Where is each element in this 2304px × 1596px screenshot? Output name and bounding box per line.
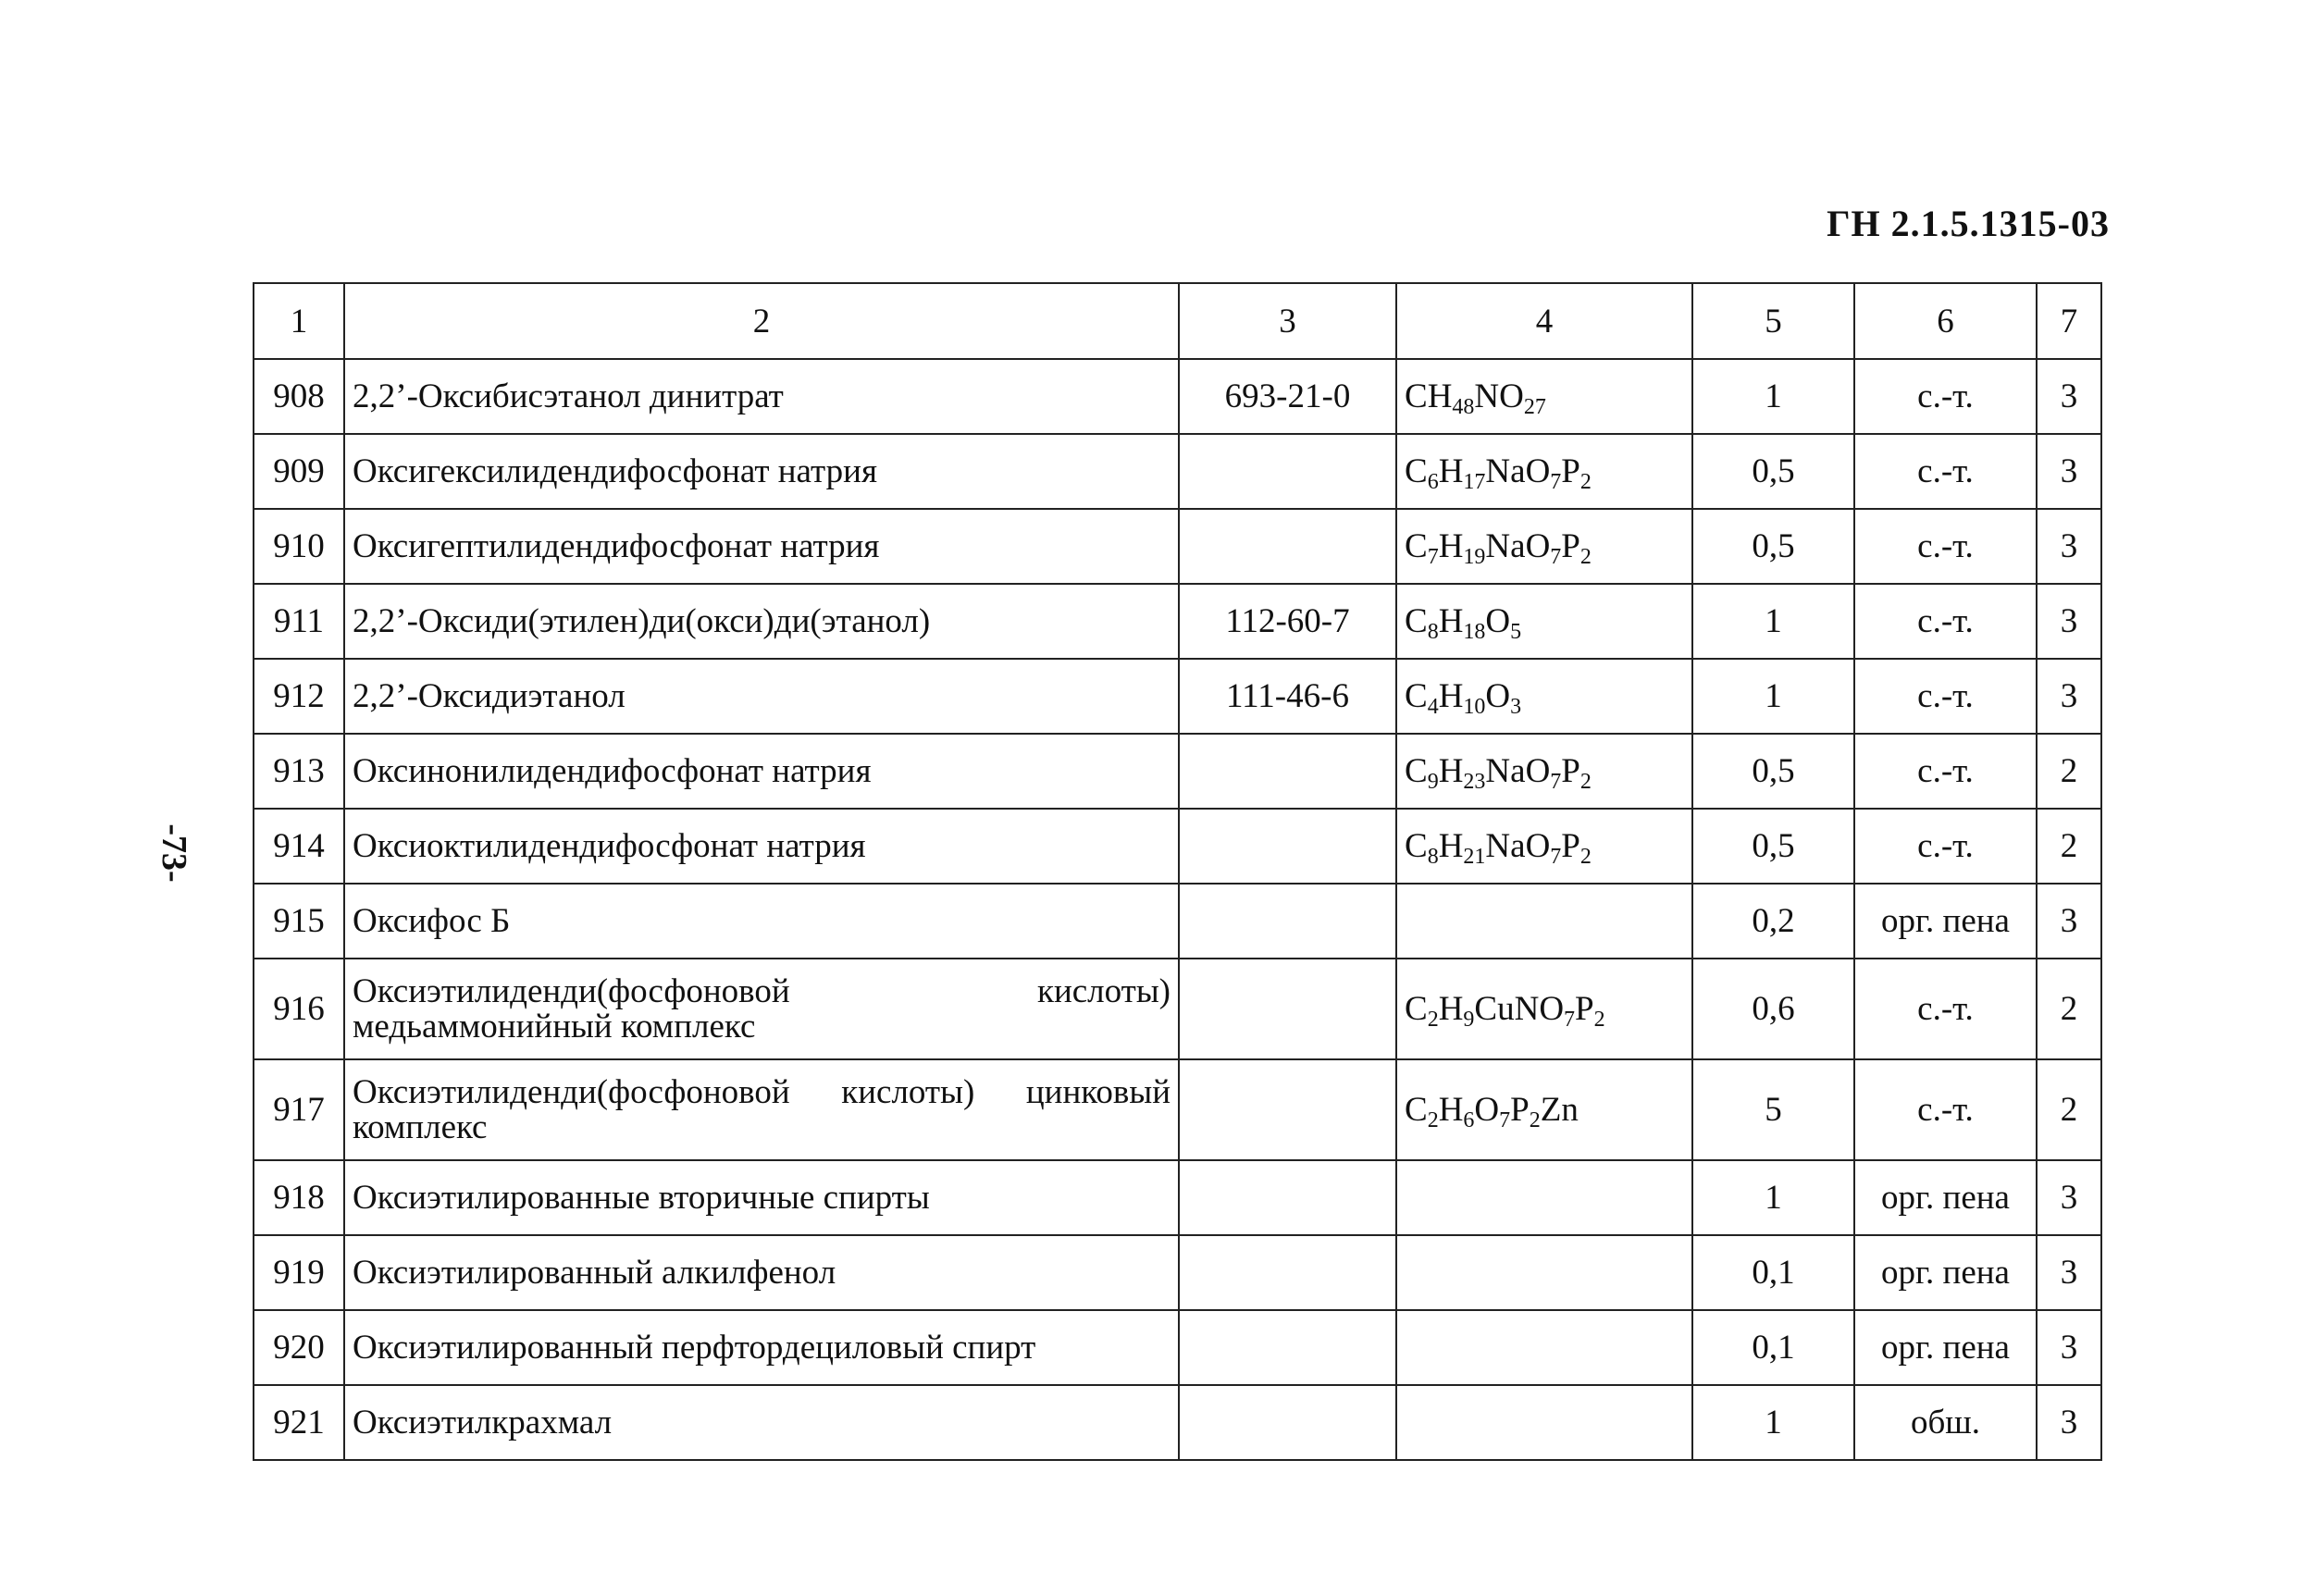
column-header: 1	[254, 283, 344, 359]
norm-value: 1	[1692, 584, 1854, 659]
hazard-class: 3	[2037, 1235, 2101, 1310]
hazard-sign: с.-т.	[1854, 734, 2037, 809]
formula-element: C	[1405, 377, 1428, 415]
table-row	[254, 659, 2101, 734]
formula-element: H	[1438, 677, 1464, 715]
formula-subscript: 2	[1529, 1108, 1541, 1132]
norm-value: 0,5	[1692, 809, 1854, 884]
cas-number	[1179, 1310, 1396, 1385]
row-number: 915	[254, 884, 344, 959]
column-header: 3	[1179, 283, 1396, 359]
formula-subscript: 2	[1579, 545, 1592, 569]
formula-element: H	[1438, 602, 1464, 640]
substance-name: Оксиэтилированные вторичные спирты	[344, 1160, 1179, 1235]
table-row	[254, 1059, 2101, 1160]
row-number: 921	[254, 1385, 344, 1460]
substance-name: Оксиоктилидендифосфонат натрия	[344, 809, 1179, 884]
norm-value: 1	[1692, 359, 1854, 434]
column-header: 4	[1396, 283, 1692, 359]
norm-value: 1	[1692, 1385, 1854, 1460]
formula-subscript: 8	[1463, 395, 1475, 419]
cas-number: 693-21-0	[1179, 359, 1396, 434]
substance-name: 2,2’-Оксибисэтанол динитрат	[344, 359, 1179, 434]
formula-element: C	[1405, 827, 1428, 865]
formula-subscript: 6	[1463, 1108, 1475, 1132]
formula-element: H	[1438, 1091, 1464, 1129]
formula-element: H	[1427, 377, 1453, 415]
formula-element: P	[1561, 527, 1580, 565]
formula-subscript: 2	[1593, 1008, 1605, 1032]
hazard-class: 2	[2037, 809, 2101, 884]
chemical-formula	[1396, 1160, 1692, 1235]
column-header: 2	[344, 283, 1179, 359]
formula-subscript: 2	[1427, 1108, 1439, 1132]
norm-value: 0,5	[1692, 734, 1854, 809]
row-number: 914	[254, 809, 344, 884]
hazard-class: 2	[2037, 959, 2101, 1059]
formula-subscript: 2	[1579, 470, 1592, 494]
formula-element: O	[1485, 677, 1511, 715]
table-row	[254, 734, 2101, 809]
formula-element: O	[1485, 602, 1511, 640]
norm-value: 0,5	[1692, 509, 1854, 584]
formula-element: O	[1474, 1091, 1500, 1129]
formula-element: NaO	[1485, 752, 1551, 790]
chemical-formula	[1396, 359, 1692, 434]
formula-element: C	[1405, 1091, 1428, 1129]
table-row	[254, 1235, 2101, 1310]
formula-subscript: 3	[1510, 695, 1522, 719]
formula-element: Zn	[1540, 1091, 1579, 1129]
cas-number	[1179, 734, 1396, 809]
table-row	[254, 1385, 2101, 1460]
substance-name: 2,2’-Оксидиэтанол	[344, 659, 1179, 734]
formula-element: P	[1561, 452, 1580, 490]
formula-subscript: 21	[1463, 845, 1486, 869]
formula-subscript: 8	[1427, 845, 1439, 869]
formula-subscript: 6	[1427, 470, 1439, 494]
chemical-formula	[1396, 1385, 1692, 1460]
formula-element: N	[1474, 377, 1500, 415]
formula-element: C	[1405, 677, 1428, 715]
chemical-formula	[1396, 1310, 1692, 1385]
cas-number	[1179, 959, 1396, 1059]
cas-number	[1179, 1059, 1396, 1160]
hazard-class: 3	[2037, 1310, 2101, 1385]
hazard-sign: с.-т.	[1854, 509, 2037, 584]
formula-subscript: 7	[1550, 770, 1562, 794]
substance-name: Оксигексилидендифосфонат натрия	[344, 434, 1179, 509]
hazard-sign: с.-т.	[1854, 959, 2037, 1059]
row-number: 918	[254, 1160, 344, 1235]
substance-name: Оксиэтилированный алкилфенол	[344, 1235, 1179, 1310]
formula-element: NaO	[1485, 527, 1551, 565]
formula-subscript: 10	[1463, 695, 1486, 719]
substance-name: 2,2’-Оксиди(этилен)ди(окси)ди(этанол)	[344, 584, 1179, 659]
hazard-sign: с.-т.	[1854, 434, 2037, 509]
formula-subscript: 4	[1452, 395, 1464, 419]
formula-subscript: 19	[1463, 545, 1486, 569]
hazard-sign: с.-т.	[1854, 584, 2037, 659]
formula-subscript: 9	[1463, 1008, 1475, 1032]
column-header: 7	[2037, 283, 2101, 359]
formula-element: CuNO	[1474, 990, 1565, 1028]
cas-number	[1179, 884, 1396, 959]
hazard-sign: орг. пена	[1854, 1310, 2037, 1385]
table-row	[254, 1310, 2101, 1385]
table-row	[254, 509, 2101, 584]
formula-subscript: 2	[1579, 770, 1592, 794]
formula-subscript: 23	[1463, 770, 1486, 794]
document-code: ГН 2.1.5.1315-03	[1827, 203, 2110, 244]
chemical-formula	[1396, 584, 1692, 659]
norm-value: 0,2	[1692, 884, 1854, 959]
column-header: 6	[1854, 283, 2037, 359]
hazard-class: 3	[2037, 359, 2101, 434]
substance-name: Оксигептилидендифосфонат натрия	[344, 509, 1179, 584]
table-body	[254, 359, 2101, 1460]
hazard-sign: с.-т.	[1854, 1059, 2037, 1160]
formula-subscript: 5	[1510, 620, 1522, 644]
chemical-formula	[1396, 884, 1692, 959]
substance-name: Оксиэтилкрахмал	[344, 1385, 1179, 1460]
row-number: 920	[254, 1310, 344, 1385]
formula-subscript: 7	[1550, 545, 1562, 569]
formula-subscript: 2	[1427, 1008, 1439, 1032]
formula-element: NaO	[1485, 827, 1551, 865]
hazard-class: 3	[2037, 434, 2101, 509]
row-number: 919	[254, 1235, 344, 1310]
table-row	[254, 434, 2101, 509]
cas-number	[1179, 434, 1396, 509]
substance-name: Оксиэтилированный перфтордециловый спирт	[344, 1310, 1179, 1385]
norm-value: 1	[1692, 659, 1854, 734]
chemical-formula	[1396, 509, 1692, 584]
norms-table	[253, 282, 2102, 1461]
hazard-class: 2	[2037, 1059, 2101, 1160]
chemical-formula	[1396, 1059, 1692, 1160]
formula-subscript: 18	[1463, 620, 1486, 644]
chemical-formula	[1396, 959, 1692, 1059]
hazard-class: 2	[2037, 734, 2101, 809]
norm-value: 0,1	[1692, 1310, 1854, 1385]
formula-element: NaO	[1485, 452, 1551, 490]
row-number: 909	[254, 434, 344, 509]
formula-subscript: 2	[1579, 845, 1592, 869]
column-header: 5	[1692, 283, 1854, 359]
hazard-class: 3	[2037, 584, 2101, 659]
hazard-sign: орг. пена	[1854, 1160, 2037, 1235]
formula-subscript: 9	[1427, 770, 1439, 794]
cas-number	[1179, 1235, 1396, 1310]
cas-number	[1179, 1160, 1396, 1235]
row-number: 917	[254, 1059, 344, 1160]
hazard-class: 3	[2037, 1385, 2101, 1460]
hazard-class: 3	[2037, 659, 2101, 734]
substance-name: Оксинонилидендифосфонат натрия	[344, 734, 1179, 809]
hazard-class: 3	[2037, 884, 2101, 959]
substance-name: Оксиэтилиденди(фосфоновой кислоты) цинковый комплекс	[344, 1059, 1179, 1160]
hazard-sign: орг. пена	[1854, 884, 2037, 959]
formula-element: H	[1438, 527, 1464, 565]
norm-value: 0,1	[1692, 1235, 1854, 1310]
chemical-formula	[1396, 434, 1692, 509]
formula-element: H	[1438, 452, 1464, 490]
chemical-formula	[1396, 659, 1692, 734]
row-number: 908	[254, 359, 344, 434]
table-row	[254, 584, 2101, 659]
formula-element: C	[1405, 527, 1428, 565]
formula-subscript: 2	[1523, 395, 1535, 419]
row-number: 913	[254, 734, 344, 809]
hazard-sign: с.-т.	[1854, 809, 2037, 884]
formula-element: H	[1438, 990, 1464, 1028]
row-number: 910	[254, 509, 344, 584]
formula-subscript: 7	[1564, 1008, 1576, 1032]
formula-element: H	[1438, 827, 1464, 865]
norm-value: 0,6	[1692, 959, 1854, 1059]
chemical-formula	[1396, 809, 1692, 884]
formula-element: O	[1499, 377, 1524, 415]
formula-subscript: 17	[1463, 470, 1486, 494]
formula-subscript: 7	[1499, 1108, 1511, 1132]
formula-subscript: 4	[1427, 695, 1439, 719]
norm-value: 1	[1692, 1160, 1854, 1235]
formula-subscript: 7	[1427, 545, 1439, 569]
formula-element: C	[1405, 752, 1428, 790]
table-row	[254, 359, 2101, 434]
hazard-class: 3	[2037, 1160, 2101, 1235]
formula-element: H	[1438, 752, 1464, 790]
hazard-sign: с.-т.	[1854, 359, 2037, 434]
row-number: 911	[254, 584, 344, 659]
table-row	[254, 959, 2101, 1059]
row-number: 912	[254, 659, 344, 734]
formula-element: C	[1405, 990, 1428, 1028]
hazard-class: 3	[2037, 509, 2101, 584]
page-number: -73-	[155, 823, 193, 883]
table-row	[254, 884, 2101, 959]
formula-element: P	[1575, 990, 1594, 1028]
cas-number	[1179, 809, 1396, 884]
substance-name: Оксифос Б	[344, 884, 1179, 959]
formula-element: P	[1510, 1091, 1530, 1129]
table-header-row	[254, 283, 2101, 359]
table-row	[254, 809, 2101, 884]
substance-name: Оксиэтилиденди(фосфоновой кислоты) медьаммонийный комплекс	[344, 959, 1179, 1059]
norm-value: 0,5	[1692, 434, 1854, 509]
formula-element: P	[1561, 827, 1580, 865]
formula-element: P	[1561, 752, 1580, 790]
formula-element: C	[1405, 452, 1428, 490]
hazard-sign: с.-т.	[1854, 659, 2037, 734]
hazard-sign: обш.	[1854, 1385, 2037, 1460]
formula-subscript: 7	[1550, 845, 1562, 869]
formula-subscript: 8	[1427, 620, 1439, 644]
formula-element: C	[1405, 602, 1428, 640]
cas-number	[1179, 509, 1396, 584]
cas-number: 111-46-6	[1179, 659, 1396, 734]
cas-number: 112-60-7	[1179, 584, 1396, 659]
norm-value: 5	[1692, 1059, 1854, 1160]
table-row	[254, 1160, 2101, 1235]
formula-subscript: 7	[1534, 395, 1546, 419]
cas-number	[1179, 1385, 1396, 1460]
formula-subscript: 7	[1550, 470, 1562, 494]
chemical-formula	[1396, 1235, 1692, 1310]
row-number: 916	[254, 959, 344, 1059]
hazard-sign: орг. пена	[1854, 1235, 2037, 1310]
chemical-formula	[1396, 734, 1692, 809]
